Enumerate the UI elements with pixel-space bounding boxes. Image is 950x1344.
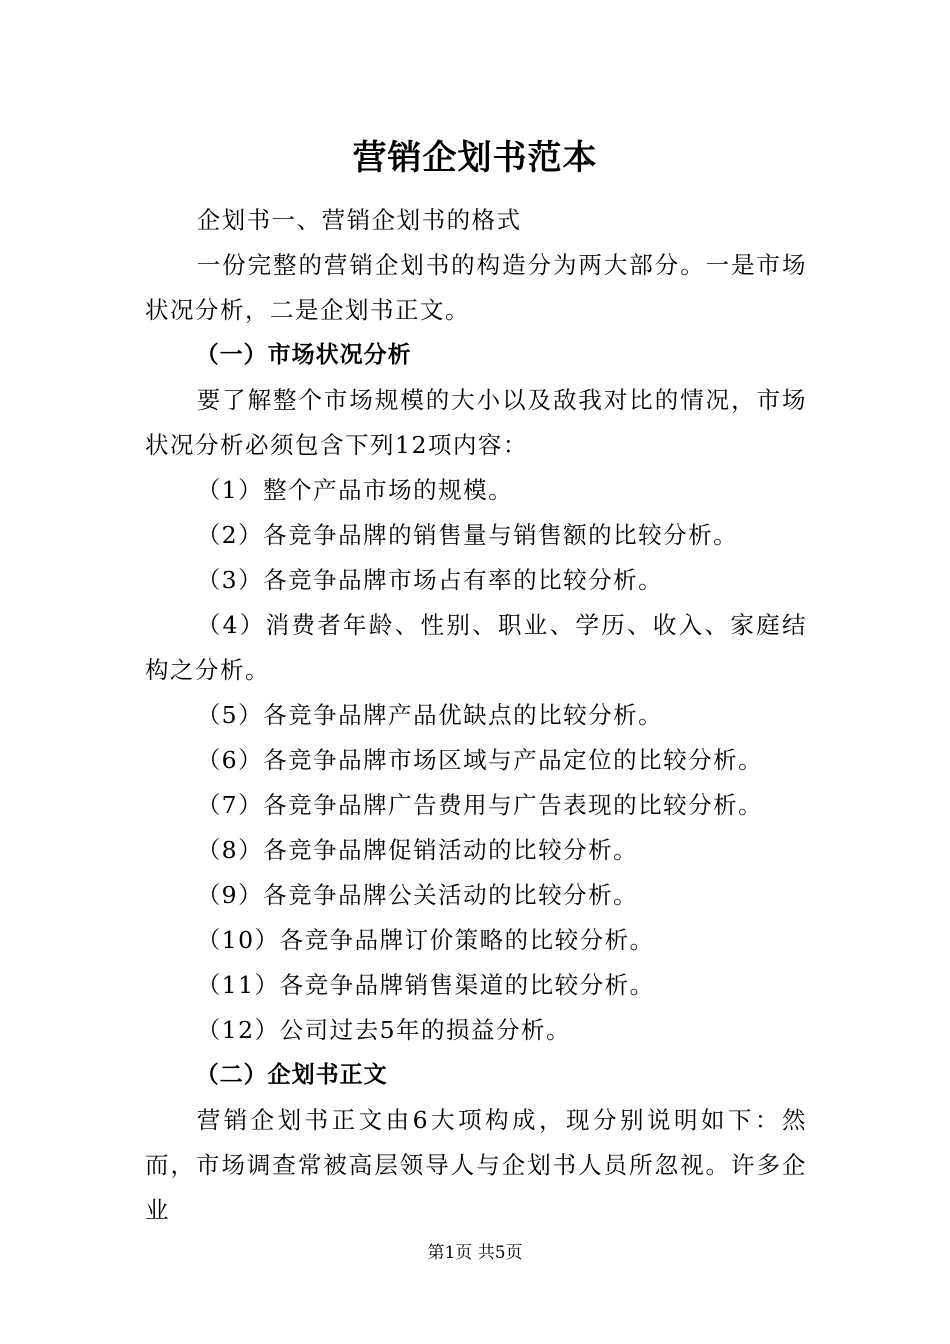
section-heading-1: （一）市场状况分析 bbox=[195, 342, 412, 368]
list-item-12: （12）公司过去5年的损益分析。 bbox=[196, 1016, 572, 1044]
list-item-7: （7）各竞争品牌广告费用与广告表现的比较分析。 bbox=[196, 791, 764, 819]
document-body bbox=[145, 198, 807, 1233]
list-item-4: （4）消费者年龄、性别、职业、学历、收入、家庭结构之分析。 bbox=[145, 611, 807, 684]
document-title: 营销企划书范本 bbox=[352, 138, 598, 178]
section-heading-2: （二）企划书正文 bbox=[195, 1062, 388, 1088]
list-item-11: （11）各竞争品牌销售渠道的比较分析。 bbox=[196, 971, 655, 999]
list-item-1: （1）整个产品市场的规模。 bbox=[196, 476, 514, 504]
list-item-5: （5）各竞争品牌产品优缺点的比较分析。 bbox=[196, 701, 664, 729]
list-item-2: （2）各竞争品牌的销售量与销售额的比较分析。 bbox=[196, 521, 739, 549]
list-item-9: （9）各竞争品牌公关活动的比较分析。 bbox=[196, 881, 639, 909]
list-item-6: （6）各竞争品牌市场区域与产品定位的比较分析。 bbox=[196, 746, 764, 774]
list-item-3: （3）各竞争品牌市场占有率的比较分析。 bbox=[196, 566, 664, 594]
list-item-8: （8）各竞争品牌促销活动的比较分析。 bbox=[196, 836, 639, 864]
list-item-10: （10）各竞争品牌订价策略的比较分析。 bbox=[196, 926, 655, 954]
page-footer: 第1页 共5页 bbox=[427, 1243, 523, 1263]
paragraph-4: 营销企划书正文由6大项构成，现分别说明如下：然而，市场调查常被高层领导人与企划书人员所忽视。许多企业 bbox=[145, 1106, 807, 1224]
paragraph-3: 要了解整个市场规模的大小以及敌我对比的情况，市场状况分析必须包含下列12项内容： bbox=[145, 386, 807, 459]
paragraph-1: 企划书一、营销企划书的格式 bbox=[196, 206, 522, 234]
paragraph-2: 一份完整的营销企划书的构造分为两大部分。一是市场状况分析，二是企划书正文。 bbox=[145, 251, 807, 324]
